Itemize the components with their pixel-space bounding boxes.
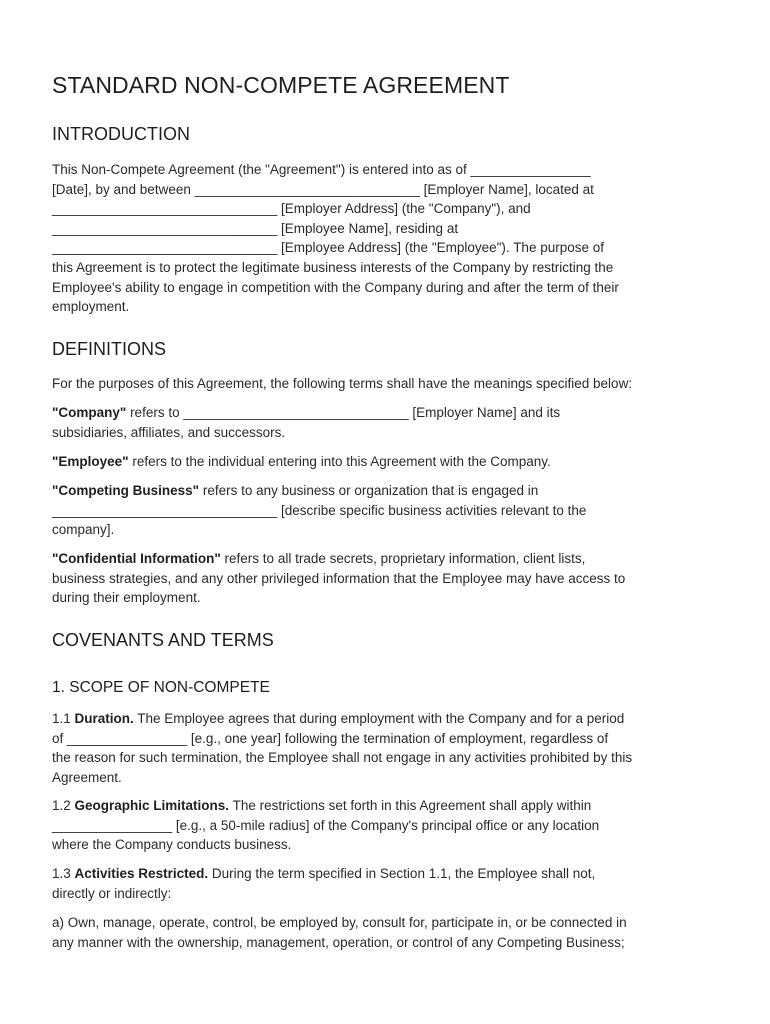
clause-text: During the term specified in Section 1.1, the Employee shall not,: [208, 866, 596, 881]
definition-line: business strategies, and any other privileged information that the Employee may have access to: [52, 570, 626, 586]
document-title: STANDARD NON-COMPETE AGREEMENT: [52, 72, 510, 98]
definitions-heading: DEFINITIONS: [52, 339, 167, 359]
clause-line: of ________________ [e.g., one year] following the termination of employment, regardless of: [52, 730, 609, 746]
clause-line: any manner with the ownership, management, operation, or control of any Competing Business;: [52, 934, 625, 950]
clause-number: 1.2: [52, 798, 75, 813]
clause-line: a) Own, manage, operate, control, be employed by, consult for, participate in, or be connected in: [52, 915, 627, 930]
clause-text: The restrictions set forth in this Agreement shall apply within: [229, 798, 592, 813]
definition-term: "Competing Business": [52, 483, 200, 498]
definition-term: "Confidential Information": [52, 551, 221, 566]
clause-line: where the Company conducts business.: [52, 837, 292, 853]
definition-text: refers to the individual entering into this Agreement with the Company.: [128, 454, 551, 469]
definition-line: company].: [52, 522, 115, 538]
introduction-line: ______________________________ [Employee Address] (the "Employee"). The purpose of: [52, 240, 604, 256]
definition-line: [52, 403, 732, 423]
clause-geographic: [52, 796, 732, 855]
clause-line: [52, 864, 732, 884]
clause-duration: [52, 709, 732, 787]
clause-line: directly or indirectly:: [52, 885, 172, 901]
clause-number: 1.1: [52, 711, 75, 726]
clause-activities: [52, 864, 732, 903]
definition-line: [52, 452, 732, 472]
definition-line: during their employment.: [52, 590, 201, 606]
definition-employee: [52, 452, 732, 472]
clause-line: [52, 796, 732, 816]
definition-company: [52, 403, 732, 442]
scope-heading: 1. SCOPE OF NON-COMPETE: [52, 679, 270, 696]
introduction-paragraph: [52, 160, 732, 317]
definition-text: refers to ______________________________ [Employer Name] and its: [126, 405, 561, 420]
definition-line: [52, 481, 732, 501]
introduction-heading: INTRODUCTION: [52, 124, 190, 144]
definitions-intro-text: For the purposes of this Agreement, the following terms shall have the meanings specified below:: [52, 376, 633, 391]
clause-item-a: [52, 913, 732, 952]
definition-line: ______________________________ [describe specific business activities relevant to the: [52, 502, 587, 518]
definitions-intro: [52, 374, 732, 394]
introduction-line: Employee's ability to engage in competition with the Company during and after the term of their: [52, 279, 619, 295]
definition-line: subsidiaries, affiliates, and successors.: [52, 424, 286, 440]
clause-label: Duration.: [74, 711, 134, 726]
clause-label: Activities Restricted.: [74, 866, 209, 881]
clause-line: Agreement.: [52, 769, 122, 785]
clause-line: the reason for such termination, the Employee shall not engage in any activities prohibited by this: [52, 750, 633, 766]
definition-competing-business: [52, 481, 732, 540]
introduction-line: this Agreement is to protect the legitimate business interests of the Company by restricting the: [52, 259, 614, 275]
definition-text: refers to all trade secrets, proprietary information, client lists,: [220, 551, 586, 566]
clause-line: ________________ [e.g., a 50-mile radius] of the Company's principal office or any location: [52, 817, 600, 833]
introduction-line: This Non-Compete Agreement (the "Agreement") is entered into as of ________________: [52, 162, 591, 177]
definition-confidential-information: [52, 549, 732, 608]
introduction-line: [Date], by and between ______________________________ [Employer Name], located at: [52, 181, 594, 197]
definition-term: "Company": [52, 405, 127, 420]
clause-label: Geographic Limitations.: [74, 798, 230, 813]
covenants-heading: COVENANTS AND TERMS: [52, 630, 274, 650]
introduction-line: employment.: [52, 299, 130, 315]
definition-term: "Employee": [52, 454, 129, 469]
clause-number: 1.3: [52, 866, 75, 881]
introduction-line: ______________________________ [Employer Address] (the "Company"), and: [52, 201, 531, 217]
clause-text: The Employee agrees that during employment with the Company and for a period: [133, 711, 625, 726]
definition-line: [52, 549, 732, 569]
clause-line: [52, 709, 732, 729]
introduction-line: ______________________________ [Employee Name], residing at: [52, 220, 459, 236]
definition-text: refers to any business or organization that is engaged in: [199, 483, 539, 498]
